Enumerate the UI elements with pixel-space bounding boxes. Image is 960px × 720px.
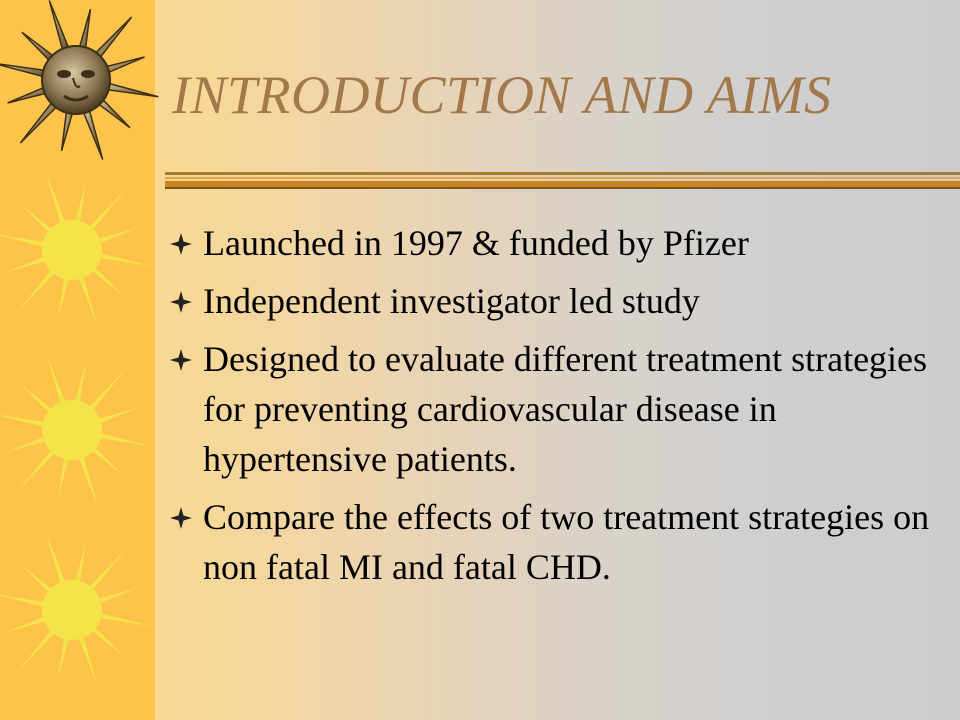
bullet-text: Compare the effects of two treatment strategies on non fatal MI and fatal CHD. bbox=[203, 497, 930, 587]
sun-icon bbox=[0, 532, 152, 687]
bullet-text: Independent investigator led study bbox=[203, 281, 700, 321]
four-point-star-icon bbox=[170, 507, 192, 529]
title-divider bbox=[165, 170, 960, 192]
four-point-star-icon bbox=[170, 291, 192, 313]
bullet-list bbox=[170, 218, 950, 600]
bullet-item bbox=[170, 334, 950, 484]
sun-icon bbox=[0, 352, 152, 507]
bullet-item bbox=[170, 492, 950, 592]
slide-title: INTRODUCTION AND AIMS bbox=[172, 65, 832, 125]
bullet-text: Launched in 1997 & funded by Pfizer bbox=[203, 223, 749, 263]
bullet-item bbox=[170, 276, 950, 326]
four-point-star-icon bbox=[170, 349, 192, 371]
sun-icon bbox=[0, 172, 152, 327]
bullet-text: Designed to evaluate different treatment strategies for preventing cardiovascular disease in hypertensive patients. bbox=[203, 339, 928, 479]
four-point-star-icon bbox=[170, 233, 192, 255]
bullet-item bbox=[170, 218, 950, 268]
sun-face-icon bbox=[0, 0, 158, 159]
